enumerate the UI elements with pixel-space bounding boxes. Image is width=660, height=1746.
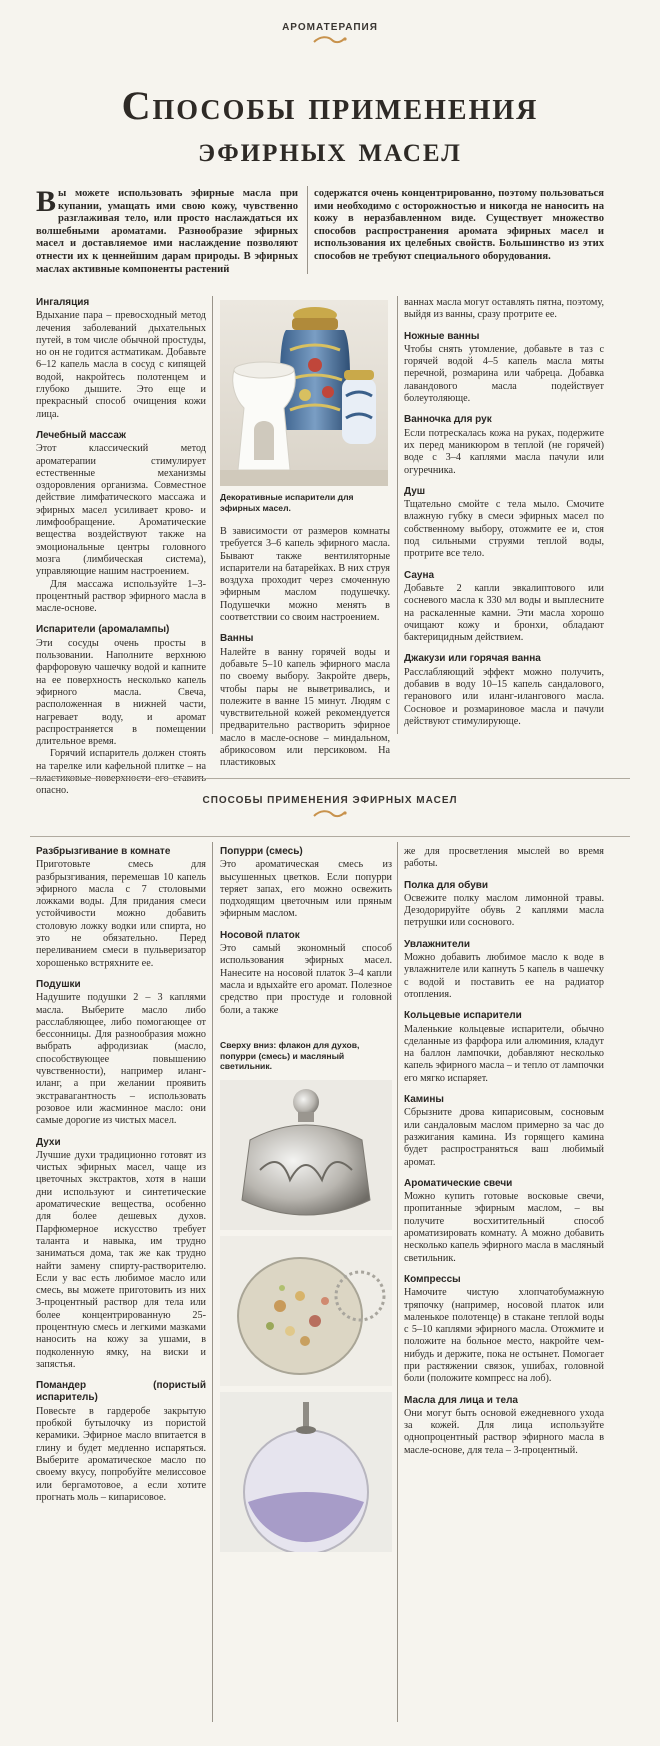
section-heading: Помандер (пористый испаритель) xyxy=(36,1380,206,1404)
section-paragraph: ваннах масла могут оставлять пятна, поэтому, выйдя из ванны, сразу протрите ее. xyxy=(404,297,604,321)
section-heading: Сауна xyxy=(404,569,435,581)
section-paragraph: Тщательно смойте с тела мыло. Смочите влажную губку в смеси эфирных масел по собственному выбору, отожмите ее и, стоя под сильными струями теплой воды, протрите все тело. xyxy=(404,499,604,560)
photo-caption-1: Декоративные испарители для эфирных масел. xyxy=(220,492,354,513)
intro-left xyxy=(36,185,298,276)
section-heading: Ароматические свечи xyxy=(404,1177,513,1189)
upper-column-3 xyxy=(404,297,604,728)
spread-separator xyxy=(30,778,630,779)
lower-column-2 xyxy=(220,846,392,1017)
section-paragraph: Для массажа используйте 1–3-процентный раствор эфирного масла в масле-основе. xyxy=(36,578,206,615)
lower-section-header: СПОСОБЫ ПРИМЕНЕНИЯ ЭФИРНЫХ МАСЕЛ xyxy=(202,795,458,806)
intro-right: содержатся очень концентрированно, поэтому пользоваться ими необходимо с осторожностью и никогда не наносить на кожу в неразбавленном виде. Существует множество способов распространения аромата эфирных масел и использования их целебных свойств. Большинство из этих способов не требуют специального оборудования. xyxy=(314,188,604,262)
upper-divider-1 xyxy=(212,296,213,734)
section-paragraph: Можно добавить любимое масло к воде в увлажнителе или капнуть 5 капель в чашечку с водой и поставить ее на радиатор отопления. xyxy=(404,952,604,1000)
lower-column-1 xyxy=(36,846,206,1504)
section-heading: Душ xyxy=(404,485,426,497)
section-paragraph: Этот классический метод ароматерапии стимулирует естественные механизмы оздоровления организма. Совместное действие лимфатического массажа и эфирных масел усиливает крово- и лимфообращение. Ароматические вещества воздействуют также на эмоциональные центры головного мозга (лимбическая система), управляющие нашим настроением. xyxy=(36,443,206,578)
section-heading: Компрессы xyxy=(404,1273,461,1285)
page-title-line2: эфирных масел xyxy=(198,129,462,169)
section-paragraph: В зависимости от размеров комнаты требуется 3–6 капель эфирного масла. Бывают также вентиляторные испарители на батарейках. В них струя воздуха проходит через смоченную эфирным маслом подушечку. Подушечки можно менять в соответствии со своим настроением. xyxy=(220,526,390,624)
upper-column-2 xyxy=(220,526,390,770)
section-paragraph: Повесьте в гардеробе закрытую пробкой бутылочку из пористой керамики. Эфирное масло впитается в глину и будет медленно испаряться. Выберите ароматическое масло по своему вкусу, попробуйте мелиссовое или бергамотовое, а если хотите прогнать моль – кипарисовое. xyxy=(36,1405,206,1503)
lower-divider-2 xyxy=(397,842,398,1722)
section-heading: Камины xyxy=(404,1094,444,1106)
intro-left-text: ы можете использовать эфирные масла при купании, умащать ими свою кожу, чувственно разглаживая тело, или просто наслаждаться их волшебными ароматами. Разнообразие эфирных масел и доставляемое ими наслаждение позволяют отнести их к ценнейшим дарам природы. В эфирных маслах активные компоненты растений xyxy=(36,188,298,275)
section-paragraph: Добавьте 2 капли эвкалиптового или сосневого масла к 330 мл воды и выплесните на раскаленные камни. Эти масла хорошо очищают кожу и бронхи, обладают бактерицидным действием. xyxy=(404,582,604,644)
section-heading: Ванночка для рук xyxy=(404,414,492,426)
upper-column-1 xyxy=(36,297,206,798)
section-paragraph: Сбрызните дрова кипарисовым, сосновым или сандаловым маслом примерно за час до разжигания камина. Из горящего камина будет распространяться ваш любимый аромат. xyxy=(404,1107,604,1168)
section-heading: Увлажнители xyxy=(404,938,471,950)
section-heading: Масла для лица и тела xyxy=(404,1394,518,1406)
lower-divider-1 xyxy=(212,842,213,1722)
section-paragraph: Налейте в ванну горячей воды и добавьте 5–10 капель эфирного масла по своему выбору. Закройте дверь, чтобы пары не выветривались, и полежите в ванне 15 минут. Людям с чувствительной кожей рекомендуется предварительно растворить эфирное масло в масле-основе – миндальном, абрикосовом или персиковом. На пластиковых xyxy=(220,646,390,769)
section-heading: Испарители (аромалампы) xyxy=(36,624,170,636)
section-paragraph: Это самый экономный способ использования эфирных масел. Нанесите на носовой платок 3–4 капли масла и вдыхайте его аромат. Полезное средство при простуде и головной боли, а также xyxy=(220,943,392,1016)
section-heading: Кольцевые испарители xyxy=(404,1010,522,1022)
upper-divider-2 xyxy=(397,296,398,734)
section-paragraph: Лучшие духи традиционно готовят из чистых эфирных масел, чаще из цветочных экстрактов, хотя в наши дни используют и синтетические ароматические вещества, особенно для более дешевых духов. Парфюмерное искусство требует таланта и навыка, им трудно заниматься дома, так же как трудно найти замену спирту-растворителю. Если у вас есть любимое масло или смесь, вы можете приготовить из них 3-процентный раствор для тела или более концентрированную 25-процентную смесь и легкими мазками наносить на кожу за ушами, в подколенную ямку, на виски и запястья. xyxy=(36,1149,206,1370)
lower-column-3 xyxy=(404,846,604,1457)
section-paragraph: Это ароматическая смесь из высушенных цветков. Если попурри теряет запах, его можно освежить подходящим цветочным или пряным эфирным маслом. xyxy=(220,859,392,920)
section-heading: Ванны xyxy=(220,633,254,645)
section-paragraph: же для просветления мыслей во время работы. xyxy=(404,846,604,870)
oil-lamp-photo xyxy=(220,1392,392,1552)
section-paragraph: Расслабляющий эффект можно получить, добавив в воду 10–15 капель сандалового, геранового или иланг-илангового масла. Сосновое и розмариновое масла и пачули действуют стимулирующе. xyxy=(404,666,604,727)
photo-caption-2: Сверху вниз: флакон для духов, попурри (смесь) и масляный светильник. xyxy=(220,1040,360,1071)
potpourri-bowl-photo xyxy=(220,1236,392,1386)
section-paragraph: Горячий испаритель должен стоять на тарелке или кафельной плитке – на опасно. xyxy=(36,748,206,797)
perfume-flask-photo xyxy=(220,1080,392,1230)
section-heading: Попурри (смесь) xyxy=(220,846,303,857)
section-paragraph: Если потрескалась кожа на руках, подержите их перед маникюром в теплой (не горячей) воде с 3–4 каплями масла пачули или огуречника. xyxy=(404,427,604,476)
section-paragraph: Маленькие кольцевые испарители, обычно сделанные из фарфора или алюминия, кладут на баллон лампочки, добавляют несколько капель эфирного масла – и тепло от лампочки его мягко испаряет. xyxy=(404,1023,604,1084)
intro-divider xyxy=(307,186,308,274)
section-paragraph: Они могут быть основой ежедневного ухода за кожей. Для лица используйте однопроцентный раствор эфирного масла в масле-основе, для тела – 3-процентный. xyxy=(404,1407,604,1456)
section-heading: Джакузи или горячая ванна xyxy=(404,653,541,665)
section-paragraph: Надушите подушки 2 – 3 каплями масла. Выберите масло либо расслабляющее, либо помогающее от бессонницы. Для разнообразия можно выбрать афродизиак (масло, способствующее повышению чувственности), например иланг-иланг, а при желании проявить экстравагантность – использовать розовое или жасминное масло: они самые дорогие из чистых масел. xyxy=(36,992,206,1127)
section-paragraph: Вдыхание пара – превосходный метод лечения заболеваний дыхательных путей, в том числе обычной простуды, но он не годится астматикам. Добавьте 6–12 капель масла в сосуд с кипящей водой, накройтесь полотенцем и глубоко дышите. Это еще и прекрасный способ очищения кожи лица. xyxy=(36,310,206,420)
section-heading: Носовой платок xyxy=(220,929,300,941)
lower-top-rule xyxy=(30,836,630,837)
section-paragraph: Чтобы снять утомление, добавьте в таз с горячей водой 4–5 капель масла мяты перечной, розмарина или чабреца. Добавка лавандового масла подействует болеутоляюще. xyxy=(404,343,604,405)
section-heading: Разбрызгивание в комнате xyxy=(36,846,171,857)
ornament-swirl-icon xyxy=(310,34,350,46)
section-paragraph: Приготовьте смесь для разбрызгивания, перемешав 10 капель эфирного масла с 7 столовыми ложками воды. Для придания смеси устойчивости можно добавить столовую ложку водки или спирта, но это не обязательно. Перед переливанием смеси в пульверизатор хорошенько встряхните ее. xyxy=(36,859,206,969)
section-paragraph: Эти сосуды очень просты в пользовании. Наполните верхнюю фарфоровую чашечку водой и капните на ее поверхность несколько капель эфирного масла. Свеча, расположенная в нижней части, нагревает воду, и аромат распространяется в помещении длительное время. xyxy=(36,637,206,748)
section-heading: Подушки xyxy=(36,978,81,990)
section-paragraph: Освежите полку маслом лимонной травы. Дезодорируйте обувь 2 каплями масла петрушки или соснового. xyxy=(404,892,604,929)
section-heading: Духи xyxy=(36,1136,61,1148)
section-label: АРОМАТЕРАПИЯ xyxy=(282,22,378,33)
ornament-swirl-icon-2 xyxy=(310,808,350,820)
section-heading: Лечебный массаж xyxy=(36,429,126,441)
section-paragraph: Можно купить готовые восковые свечи, пропитанные эфирным маслом, – вы получите восхитительный способ ароматизировать комнату. А можно добавить несколько капель эфирного масла в масляный светильник. xyxy=(404,1191,604,1264)
intro-dropcap: В xyxy=(36,185,57,218)
section-heading: Полка для обуви xyxy=(404,879,489,891)
section-heading: Ингаляция xyxy=(36,297,90,308)
section-heading: Ножные ванны xyxy=(404,330,480,342)
section-paragraph: Намочите чистую хлопчатобумажную тряпочку (например, носовой платок или маленькое полотенце) в стакане теплой воды с 5–10 каплями эфирного масла. Отожмите и положите на больное место, накройте чем-нибудь и держите, пока не остынет. Помогает при растяжении связок, ушибах, головной боли (положите компресс на лоб). xyxy=(404,1287,604,1385)
page-title-line1: Способы применения xyxy=(121,83,539,128)
aroma-lamps-photo xyxy=(220,300,388,486)
